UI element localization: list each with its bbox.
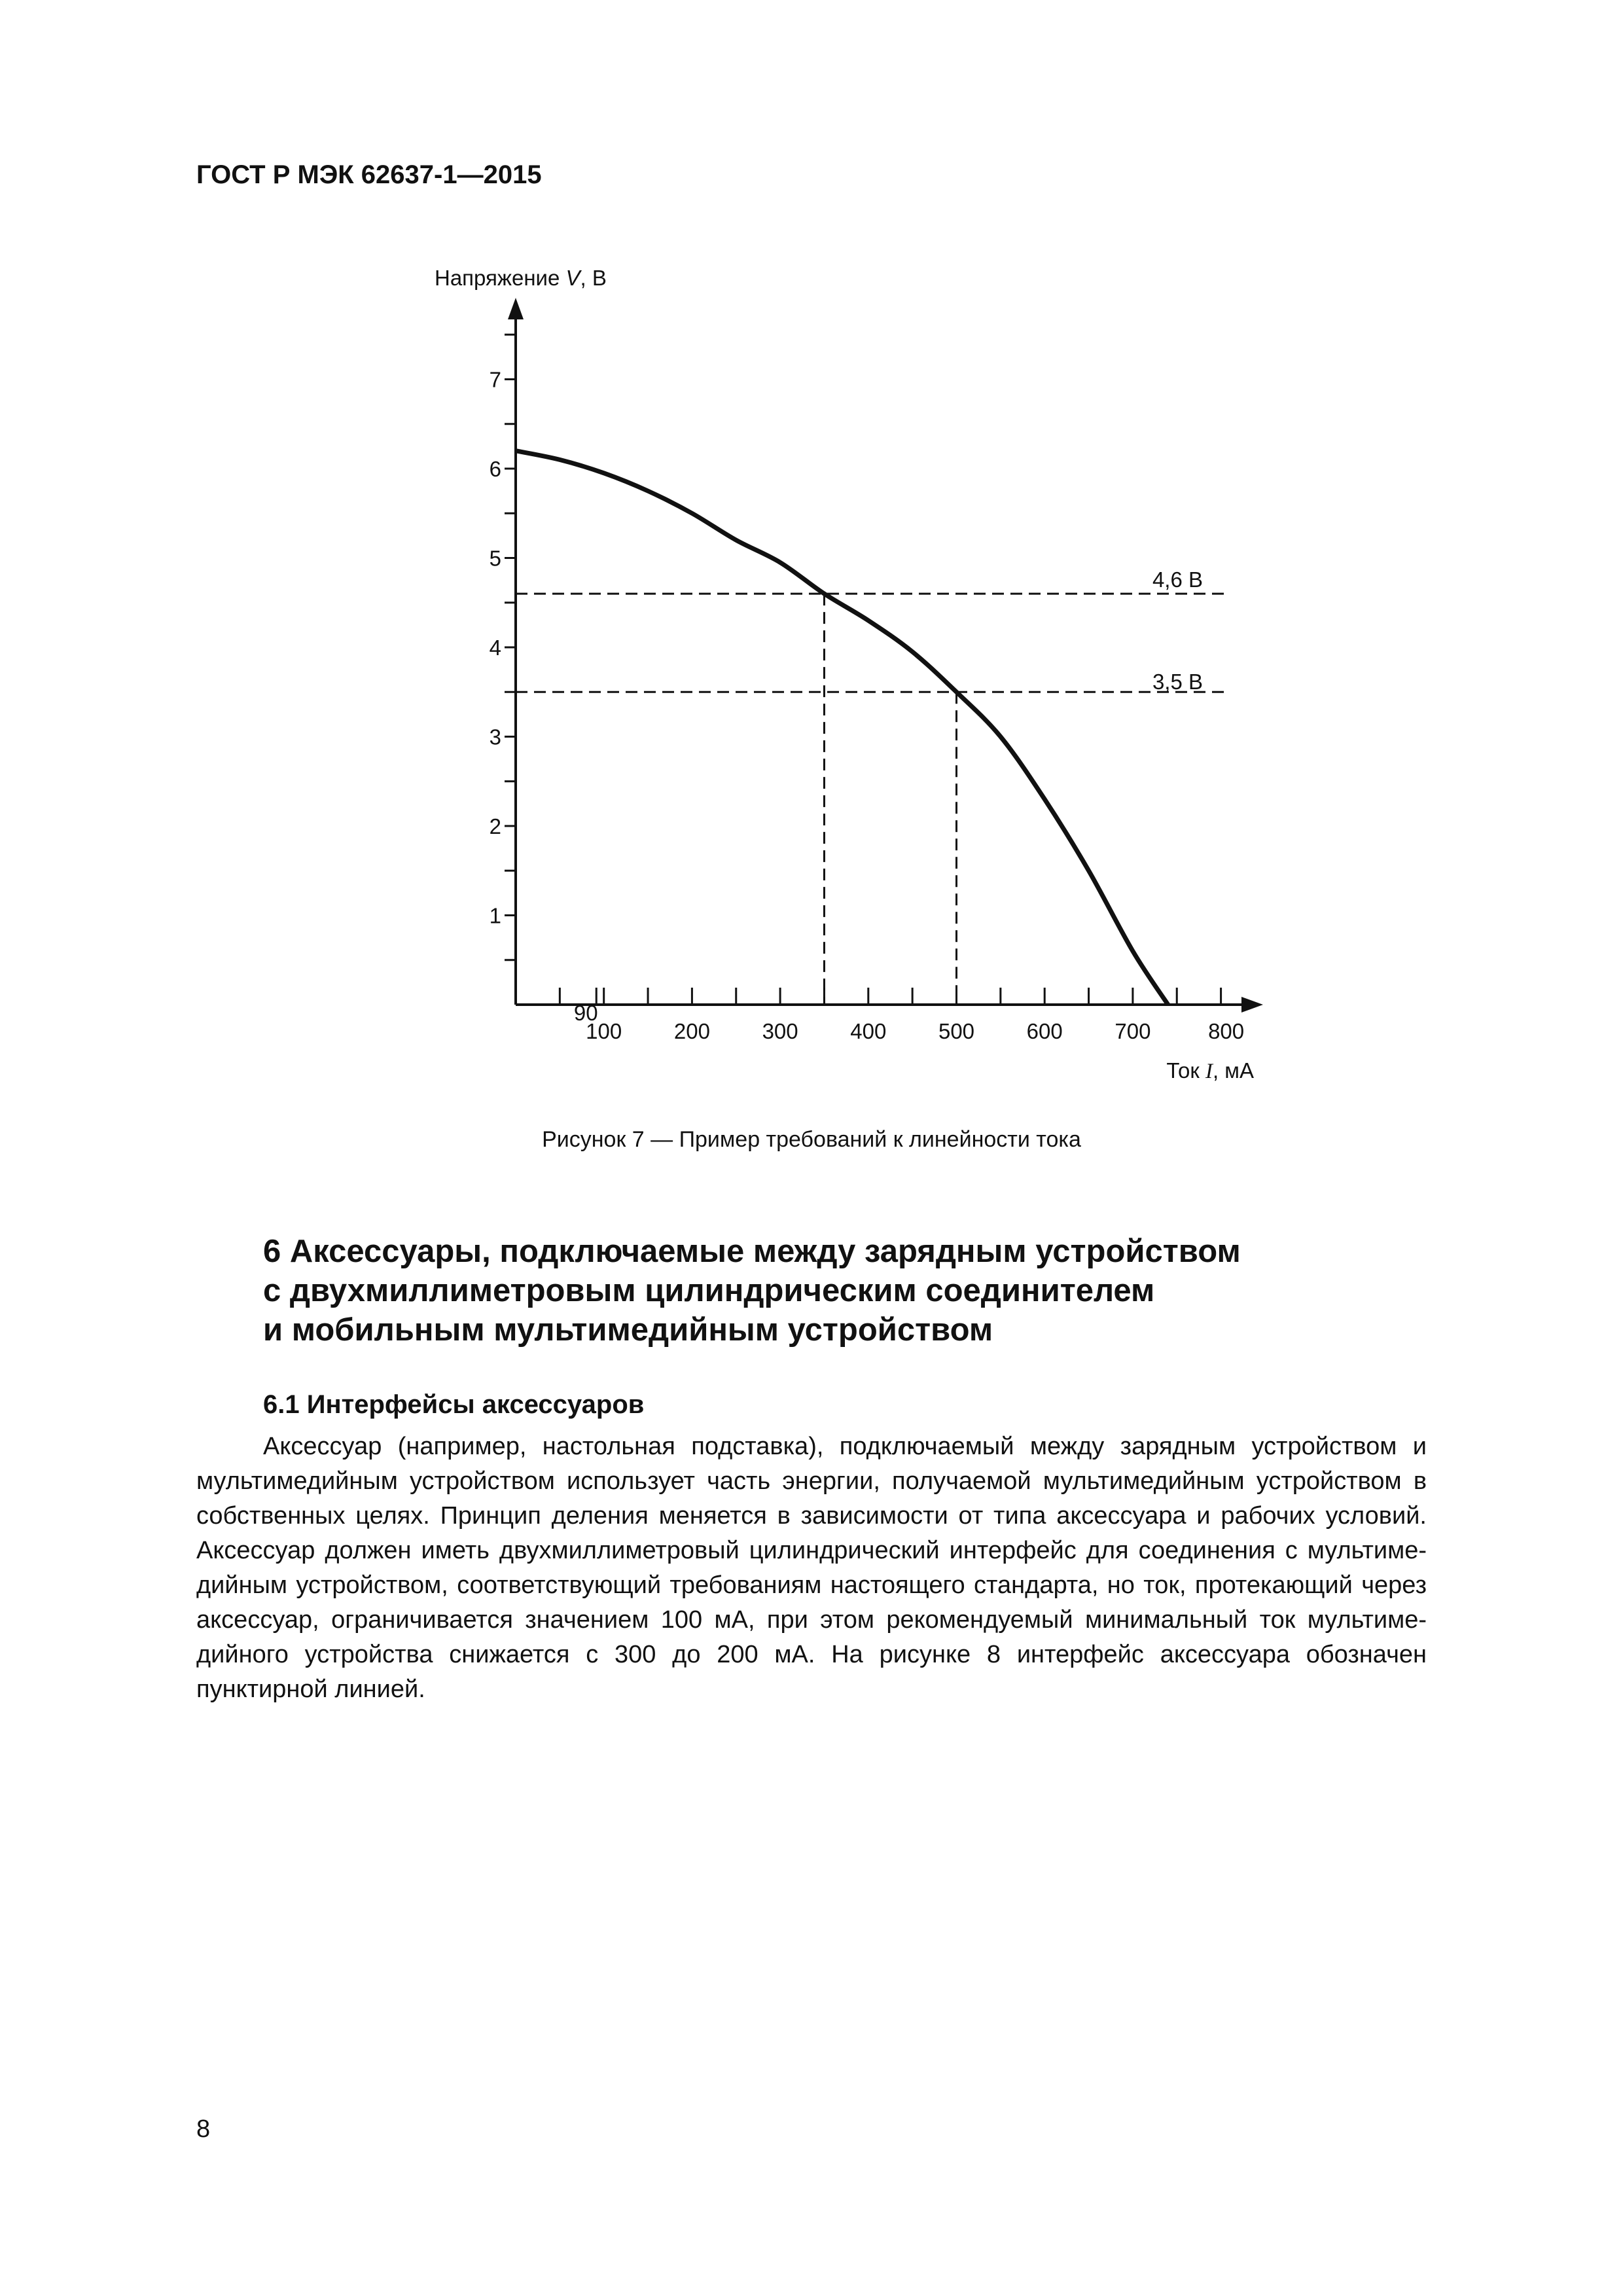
paragraph-line: пунктирной линией. (196, 1676, 425, 1703)
x-axis-label: Ток I, мА (1166, 1058, 1254, 1083)
y-tick-label: 3 (489, 725, 501, 749)
voltage-curve (516, 451, 1168, 1005)
voltage-current-chart (0, 0, 1623, 1126)
section-heading-line: и мобильным мультимедийным устройством (263, 1312, 993, 1348)
x-tick-label: 400 (850, 1019, 887, 1043)
x-tick-label: 800 (1208, 1019, 1245, 1043)
axis-ticks (490, 334, 1244, 1043)
body-paragraph (196, 1429, 1427, 1707)
y-tick-label: 6 (489, 457, 501, 481)
page-number: 8 (196, 2115, 211, 2143)
y-tick-label: 5 (489, 546, 501, 571)
section-heading-line: 6 Аксессуары, подключаемые между зарядным устройством (263, 1234, 1241, 1269)
x-axis-arrow (1241, 997, 1263, 1013)
x-tick-label: 100 (586, 1019, 622, 1043)
paragraph-line: дийного устройства снижается с 300 до 200 мА. На рисунке 8 интерфейс аксессуара обозначен (196, 1641, 1427, 1668)
x-tick-label: 300 (762, 1019, 798, 1043)
paragraph-line: собственных целях. Принцип деления меняется в зависимости от типа аксессуара и рабочих условий. (196, 1502, 1427, 1530)
x-tick-label: 500 (938, 1019, 975, 1043)
y-tick-label: 4 (489, 636, 501, 660)
paragraph-line: мультимедийным устройством использует часть энергии, получаемой мультимедийным устройством в (196, 1467, 1427, 1495)
section-heading (263, 1232, 1441, 1350)
x-tick-label: 600 (1026, 1019, 1063, 1043)
y-tick-label: 7 (489, 367, 501, 392)
paragraph-line: дийным устройством, соответствующий требованиям настоящего стандарта, но ток, протекающий через (196, 1571, 1427, 1599)
y-tick-label: 2 (489, 814, 501, 838)
y-axis-arrow (508, 298, 524, 319)
document-header: ГОСТ Р МЭК 62637-1—2015 (196, 160, 542, 189)
reference-label-4-6: 4,6 В (1152, 567, 1203, 592)
y-tick-label: 1 (489, 903, 501, 928)
reference-label-3-5: 3,5 В (1152, 670, 1203, 694)
y-axis-label: Напряжение V, В (435, 266, 607, 290)
x-tick-label: 90 (573, 1001, 598, 1025)
paragraph-line: Аксессуар (например, настольная подставка), подключаемый между зарядным устройством и (263, 1433, 1427, 1460)
subsection-heading: 6.1 Интерфейсы аксессуаров (263, 1390, 645, 1419)
paragraph-line: аксессуар, ограничивается значением 100 мА, при этом рекомендуемый минимальный ток мультиме- (196, 1606, 1427, 1634)
x-tick-label: 200 (673, 1019, 710, 1043)
chart-axes (508, 298, 1263, 1013)
x-tick-label: 700 (1115, 1019, 1151, 1043)
paragraph-line: Аксессуар должен иметь двухмиллиметровый цилиндрический интерфейс для соединения с мультиме- (196, 1537, 1427, 1564)
reference-lines (516, 594, 1228, 1005)
figure-caption: Рисунок 7 — Пример требований к линейности тока (542, 1127, 1081, 1152)
section-heading-line: с двухмиллиметровым цилиндрическим соединителем (263, 1273, 1155, 1308)
